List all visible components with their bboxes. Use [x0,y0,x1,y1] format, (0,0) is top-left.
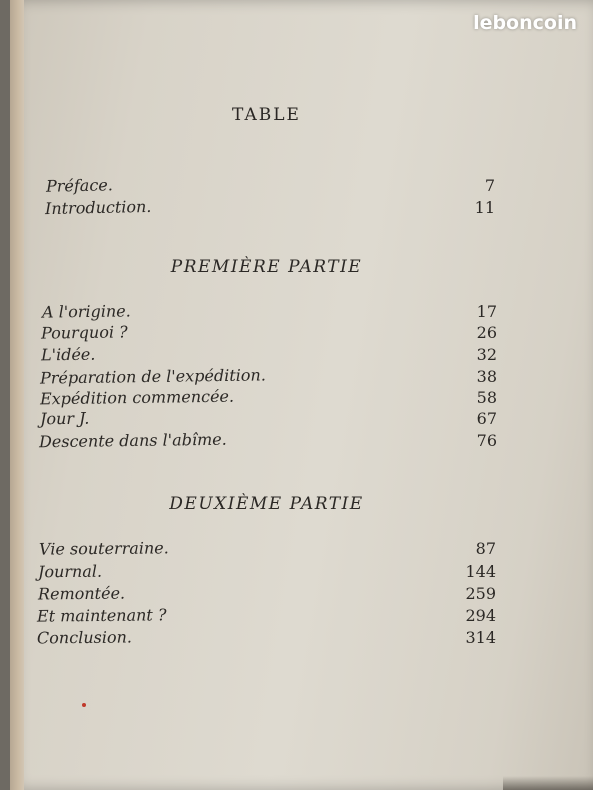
toc-entry [0,176,593,198]
toc-entry-page: 87 [475,539,496,558]
toc-entry-page: 32 [476,345,497,364]
toc-entry-page: 58 [476,388,497,407]
toc-entry [0,628,593,650]
toc-entry-label: Journal. [37,561,103,582]
toc-entry-label: Préparation de l'expédition. [39,365,266,388]
toc-entry-label: Remontée. [37,583,126,604]
toc-entry-label: Introduction. [44,196,152,219]
toc-entry [0,345,593,367]
toc-entry-label: Descente dans l'abîme. [38,429,227,452]
toc-entry [0,539,593,561]
toc-entry-page: 26 [476,323,497,342]
toc-entry-page: 11 [474,198,495,217]
toc-entry [0,431,593,453]
toc-entry [0,388,593,410]
toc-entry [0,409,593,431]
toc-entry-label: Conclusion. [36,627,133,648]
toc-entry-page: 144 [465,562,496,581]
toc-entry-label: Jour J. [39,408,90,429]
toc-entry-label: Préface. [45,175,114,196]
watermark-logo: leboncoin [473,12,577,34]
toc-title: TABLE [232,105,301,125]
toc-entry-page: 314 [465,628,496,647]
page-bottom-shadow [503,776,593,790]
toc-entry [0,367,593,389]
toc-entry [0,562,593,584]
toc-entry-label: Vie souterraine. [38,538,169,559]
toc-entry [0,584,593,606]
toc-entry-label: Et maintenant ? [36,605,167,626]
toc-entry [0,323,593,345]
toc-entry [0,606,593,628]
toc-entry-page: 7 [484,176,495,195]
ink-speck [82,703,86,707]
toc-entry-page: 17 [476,302,497,321]
toc-entry [0,198,593,220]
part-heading: DEUXIÈME PARTIE [169,494,364,514]
toc-entry-page: 76 [476,431,497,450]
toc-entry-label: A l'origine. [41,301,131,322]
toc-entry [0,302,593,324]
part-heading: PREMIÈRE PARTIE [170,257,363,277]
toc-entry-label: Expédition commencée. [39,386,235,409]
toc-entry-label: Pourquoi ? [40,322,128,343]
toc-entry-page: 294 [465,606,496,625]
toc-entry-page: 67 [476,409,497,428]
toc-entry-label: L'idée. [40,344,96,365]
toc-entry-page: 38 [476,367,497,386]
toc-entry-page: 259 [465,584,496,603]
